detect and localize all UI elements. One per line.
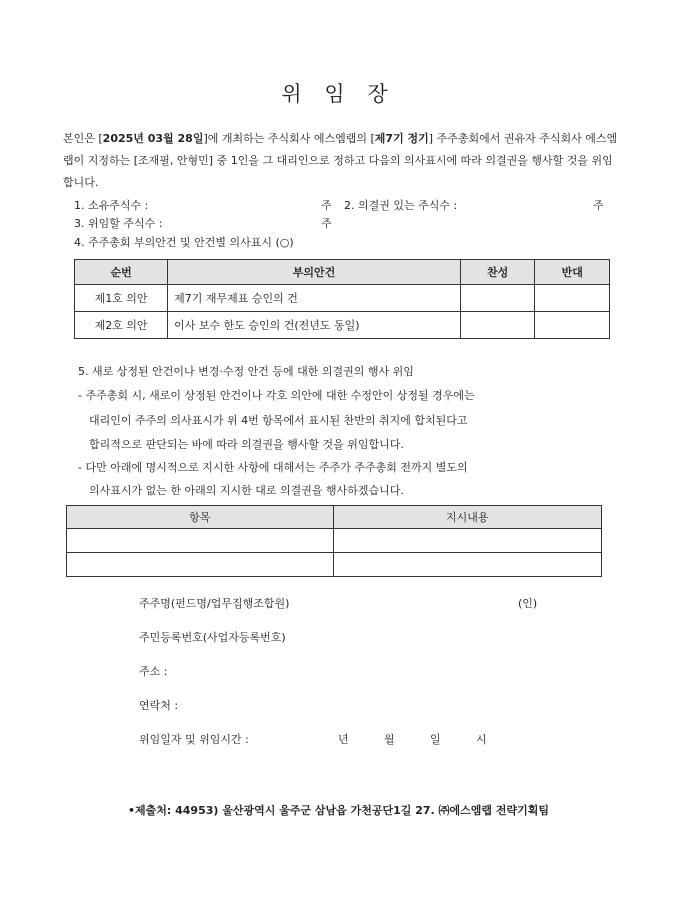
submission-address: •제출처: 44953) 울산광역시 울주군 삼남읍 가천공단1길 27. ㈜에스엠랩 전략기획팀 [127, 804, 550, 817]
year-label: 년 [338, 733, 349, 746]
address-label: 주소 : [139, 665, 168, 678]
header-no: 순번 [75, 260, 168, 285]
hour-label: 시 [476, 733, 487, 746]
meeting-date: 2025년 03월 28일 [102, 132, 204, 145]
delegated-shares-label: 3. 위임할 주식수 : [74, 217, 163, 230]
section5-text: - 다만 아래에 명시적으로 지시한 사항에 대해서는 주주가 주주총회 전까지 별도의 [78, 461, 468, 474]
instruction-content-cell[interactable] [333, 553, 602, 577]
section5-text: 의사표시가 없는 한 아래의 지시한 대로 의결권을 행사하겠습니다. [89, 484, 404, 497]
meeting-term: 제7기 정기 [374, 132, 429, 145]
header-reject: 반대 [535, 260, 610, 285]
shareholder-name-label: 주주명(펀드명/업무집행조합원) [139, 597, 290, 610]
seal-mark: (인) [518, 597, 538, 610]
reject-cell[interactable] [535, 312, 610, 339]
registration-number-label: 주민등록번호(사업자등록번호) [139, 631, 286, 644]
agenda-item: 이사 보수 한도 승인의 건(전년도 동일) [168, 312, 461, 339]
instruction-item-cell[interactable] [67, 553, 334, 577]
day-label: 일 [430, 733, 441, 746]
delegation-date-label: 위임일자 및 위임시간 : [139, 733, 249, 746]
table-row [67, 529, 602, 553]
delegated-shares-unit: 주 [321, 217, 332, 230]
agenda-table [74, 259, 610, 339]
agenda-item: 제7기 재무제표 승인의 건 [168, 285, 461, 312]
intro-paragraph: 본인은 [2025년 03월 28일]에 개최하는 주식회사 에스엠랩의 [제7기 정기] 주주총회에서 권유자 주식회사 에스엠랩이 지정하는 [조재필, 안형민] 중 1인을 그 대리인으로 정하고 다음의 의사표시에 따라 의결권을 행사할 것을 위임합니다. [63, 132, 618, 189]
agenda-no: 제2호 의안 [75, 312, 168, 339]
owned-shares-label: 1. 소유주식수 : [74, 199, 149, 212]
header-instruction: 지시내용 [333, 506, 602, 529]
table-row [75, 285, 610, 312]
section5-text: - 주주총회 시, 새로이 상정된 안건이나 각호 의안에 대한 수정안이 상정될 경우에는 [78, 389, 475, 402]
section5-text: 합리적으로 판단되는 바에 따라 의결권을 행사할 것을 위임합니다. [89, 438, 404, 451]
section5-text: 대리인이 주주의 의사표시가 위 4번 항목에서 표시된 찬반의 취지에 합치된다고 [89, 414, 468, 427]
table-row [67, 553, 602, 577]
reject-cell[interactable] [535, 285, 610, 312]
agenda-no: 제1호 의안 [75, 285, 168, 312]
header-item: 항목 [67, 506, 334, 529]
approve-cell[interactable] [460, 285, 535, 312]
instruction-item-cell[interactable] [67, 529, 334, 553]
page-title: 위 임 장 [281, 82, 396, 106]
header-approve: 찬성 [460, 260, 535, 285]
agenda-heading: 4. 주주총회 부의안건 및 안건별 의사표시 (○) [74, 236, 294, 249]
voting-shares-unit: 주 [593, 199, 604, 212]
table-row [75, 312, 610, 339]
approve-cell[interactable] [460, 312, 535, 339]
instruction-table [66, 505, 602, 577]
contact-label: 연락처 : [139, 699, 179, 712]
section5-heading: 5. 새로 상정된 안건이나 변경·수정 안건 등에 대한 의결권의 행사 위임 [78, 365, 414, 378]
voting-shares-label: 2. 의결권 있는 주식수 : [344, 199, 458, 212]
month-label: 월 [384, 733, 395, 746]
instruction-content-cell[interactable] [333, 529, 602, 553]
header-item: 부의안건 [168, 260, 461, 285]
owned-shares-unit: 주 [321, 199, 332, 212]
